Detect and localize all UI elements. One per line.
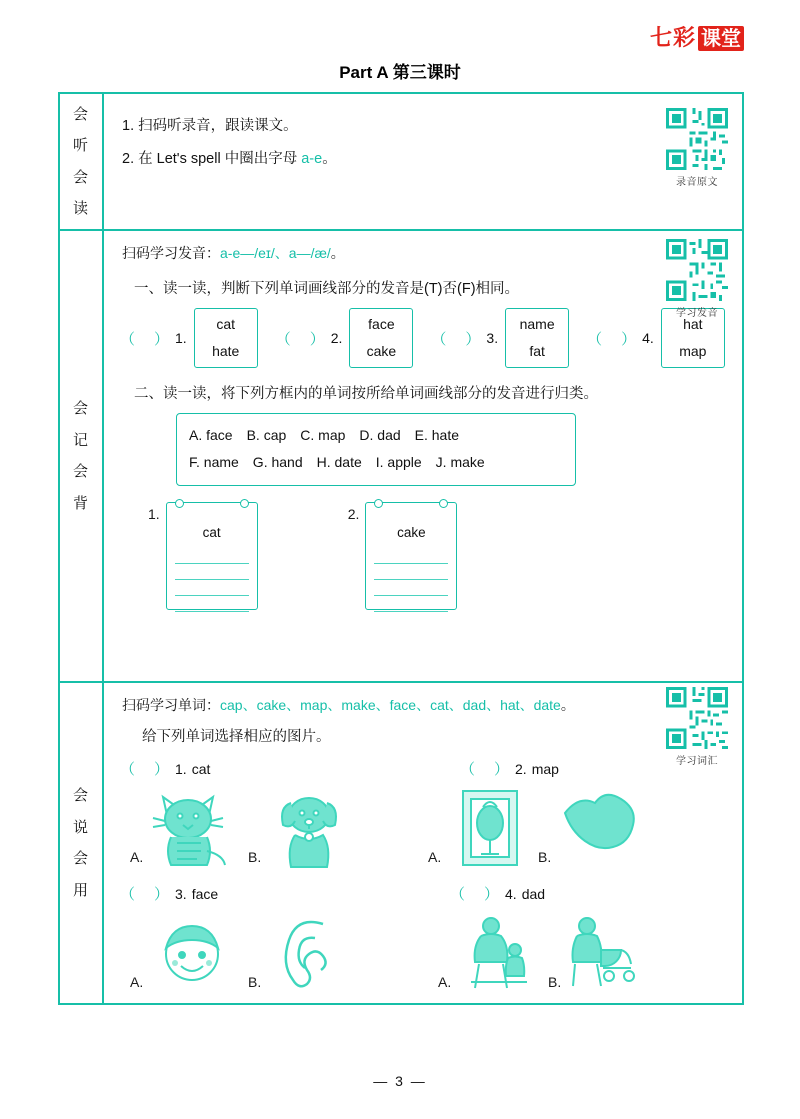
answer-blank[interactable]: （ ） [587,330,639,348]
question-word: face [191,885,219,902]
word-bank-line-2: F. name G. hand H. date I. apple J. make [189,454,485,471]
exercise-2-title: 二、读一读，将下列方框内的单词按所给单词画线部分的发音进行归类。 [134,386,598,402]
option-3b[interactable] [248,910,438,996]
option-1b[interactable] [248,785,428,871]
pronunciation-scan-line: 扫码学习发音：a-e—/eɪ/、a—/æ/。 [122,245,345,261]
word-bank-line-1: A. face B. cap C. map D. dad E. hate [189,427,460,443]
question-word: cat [191,760,211,777]
option-letter: B. [248,974,262,990]
option-4b[interactable] [548,910,655,996]
option-letter: B. [548,974,562,990]
exercise-1-title: 一、读一读，判断下列单词画线部分的发音是(T)否(F)相同。 [134,281,520,297]
word-box: name fat [505,308,569,368]
card-word: cake [397,524,426,540]
answer-blank[interactable]: （ ） [431,330,483,348]
task-2: 2. 在 Let's spell 中圈出字母 a-e。 [122,151,337,168]
qr-block-pronunciation[interactable] [666,239,728,319]
question-2 [460,758,559,779]
qr-code-icon[interactable] [666,108,728,170]
item-number: 1. [175,330,187,346]
section-label-speak: 会 说 会 用 [60,683,104,1003]
highlight-a-e: a-e [301,151,323,168]
word-box: hat map [661,308,725,368]
option-letter: B. [538,849,552,865]
option-letter: A. [130,849,144,865]
mother-child-icon [455,910,545,996]
option-1a[interactable] [130,785,248,871]
question-number: 1. [175,760,187,777]
option-letter: B. [248,849,262,865]
answer-card[interactable] [365,502,457,610]
question-number: 2. [515,760,527,777]
option-letter: A. [428,849,442,865]
answer-blank[interactable]: （ ） [120,886,172,903]
answer-blank[interactable]: （ ） [275,330,327,348]
content-frame [58,92,744,1005]
listen-tasks [104,94,742,177]
card-number: 1. [148,505,160,522]
page-number: — 3 — [373,1073,427,1089]
vocab-word-list: cap、cake、map、make、face、cat、dad、hat、date [220,697,561,713]
page-title: Part A 第三课时 [339,63,461,82]
logo-boxed-text: 课堂 [698,26,744,51]
qr-code-icon[interactable] [666,239,728,301]
question-4 [450,883,545,904]
brand-logo [650,26,744,51]
item-number: 3. [486,330,499,346]
qr-caption-pronunciation: 学习发音 [676,308,718,319]
option-letter: A. [438,974,452,990]
answer-card[interactable] [166,502,258,610]
card-writing-lines[interactable] [167,548,257,612]
card-number: 2. [347,505,360,522]
task-1: 1. 扫码听录音，跟读课文。 [122,118,298,134]
question-number: 3. [175,885,187,902]
card-word: cat [202,524,221,540]
item-number: 2. [330,330,343,346]
options-row-2 [104,904,742,996]
option-3a[interactable] [130,910,248,996]
map-icon [555,785,645,871]
section-speak-use [60,681,742,1003]
answer-blank[interactable]: （ ） [460,761,512,778]
ear-icon [265,910,355,996]
section-label-listen: 会 听 会 读 [60,94,104,229]
card-unit [348,502,458,610]
logo-text: 七彩 [649,25,696,51]
question-row-1 [104,746,742,779]
options-row-1 [104,779,742,871]
section-memorize [60,229,742,681]
question-word: map [531,760,559,777]
exercise-1-items [104,298,742,368]
question-3 [120,883,450,904]
option-letter: A. [130,974,144,990]
option-2b[interactable] [538,785,645,871]
qr-block-vocabulary[interactable] [666,687,728,767]
mirror-icon [445,785,535,871]
question-row-2 [104,871,742,904]
option-2a[interactable] [428,785,538,871]
section-label-memorize: 会 记 会 背 [60,231,104,681]
qr-caption-vocabulary: 学习词汇 [676,756,718,767]
question-1 [120,758,460,779]
word-bank [176,413,576,486]
qr-block-audio[interactable] [666,108,728,188]
question-number: 4. [505,885,517,902]
cat-icon [147,785,237,871]
item-number: 4. [642,330,654,346]
answer-blank[interactable]: （ ） [450,886,502,903]
face-icon [147,910,237,996]
word-box: face cake [349,308,413,368]
pronunciation-highlight: a-e—/eɪ/、a—/æ/ [220,245,331,261]
qr-caption-audio: 录音原文 [676,177,718,188]
picture-match-instruction: 给下列单词选择相应的图片。 [142,729,331,745]
answer-blank[interactable]: （ ） [120,330,172,348]
section-listen-read [60,94,742,229]
option-4a[interactable] [438,910,548,996]
father-stroller-icon [565,910,655,996]
card-unit [148,502,258,610]
dog-icon [265,785,355,871]
word-box: cat hate [194,308,258,368]
sorting-cards [104,486,742,610]
question-word: dad [521,885,546,902]
card-writing-lines[interactable] [366,548,456,612]
answer-blank[interactable]: （ ） [120,761,172,778]
vocab-scan-line: 扫码学习单词：cap、cake、map、make、face、cat、dad、hat、date。 [122,697,575,713]
qr-code-icon[interactable] [666,687,728,749]
